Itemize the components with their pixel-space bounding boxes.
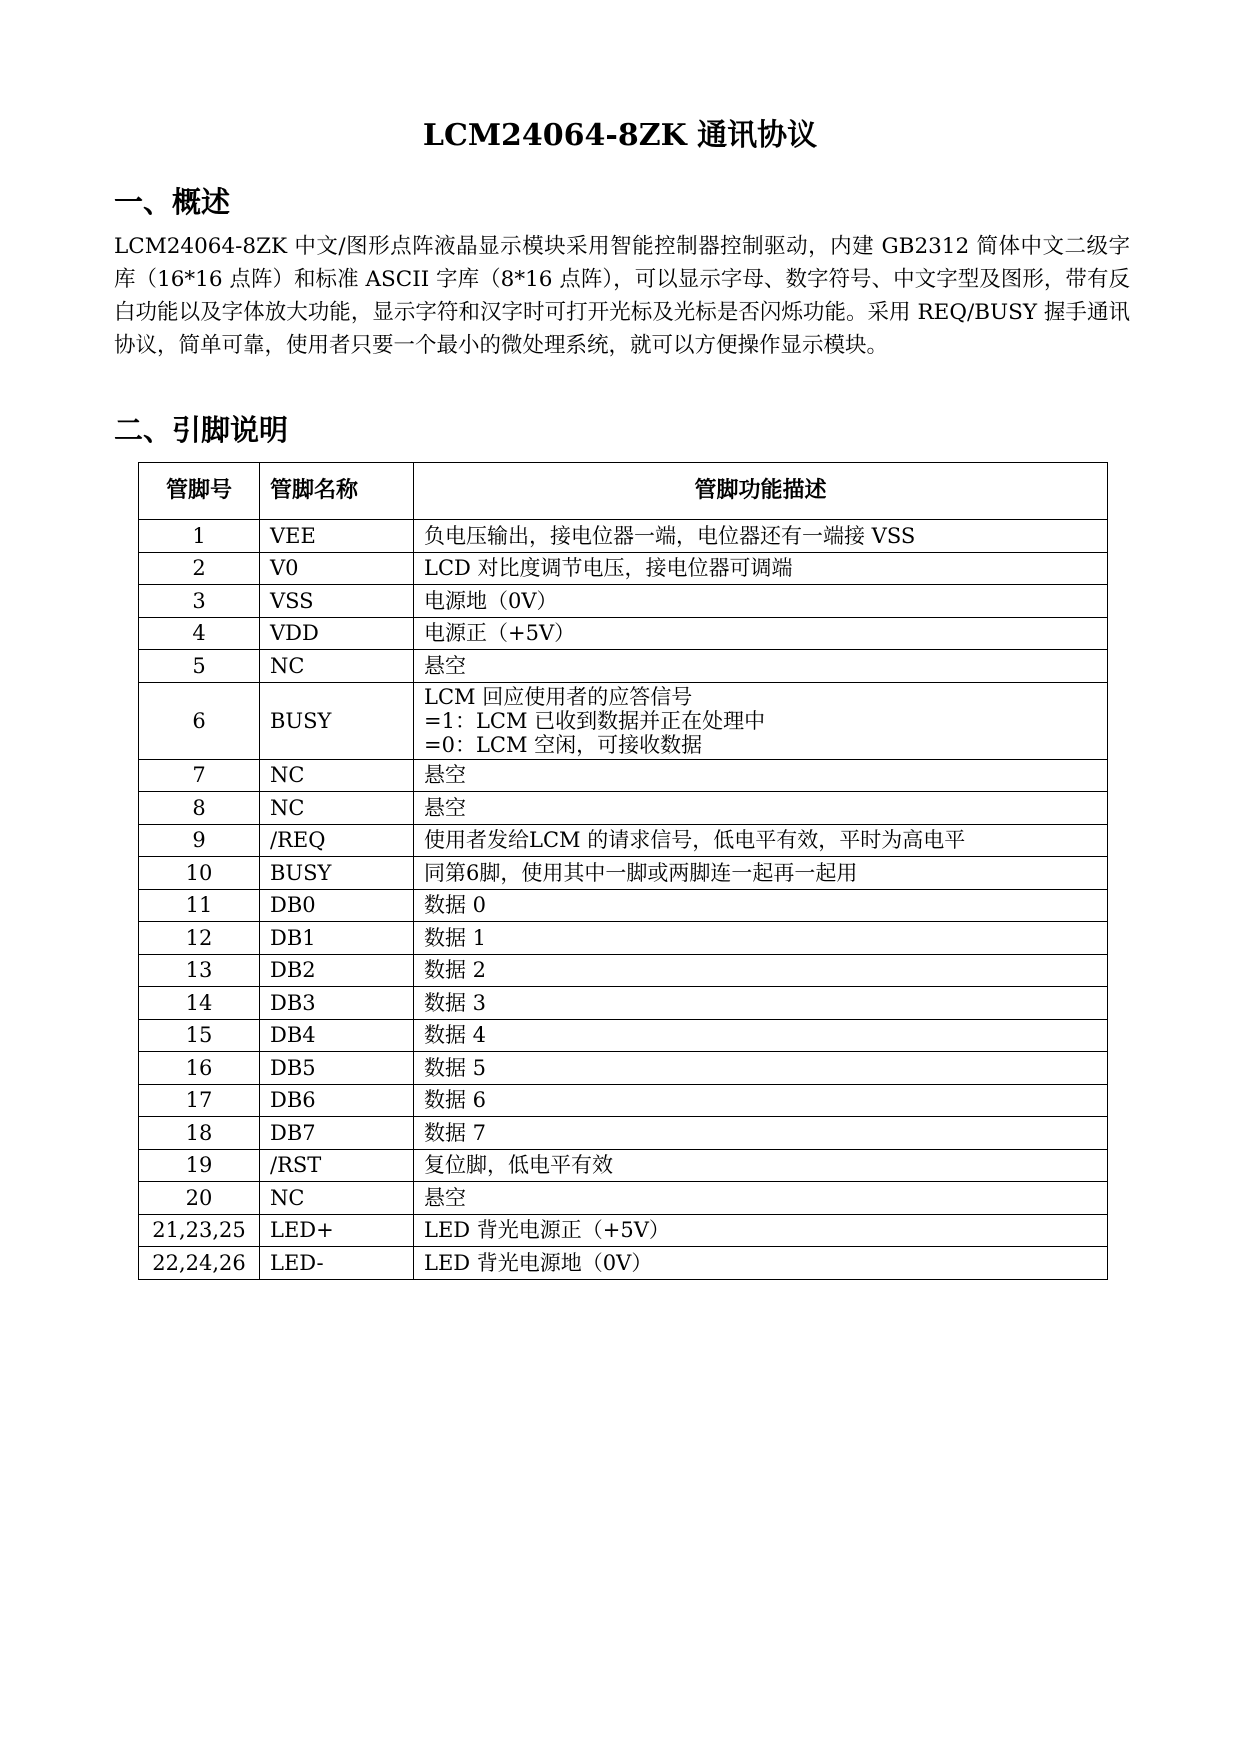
table-row [139,954,1108,987]
description-line: LCM 回应使用者的应答信号 [424,684,693,709]
table-row [139,857,1108,890]
pin-number-cell: 19 [139,1149,260,1182]
pin-name-cell: NC [260,759,414,792]
table-row [139,1149,1108,1182]
table-row [139,1247,1108,1280]
pin-description-cell [414,954,1108,987]
description-line: 复位脚，低电平有效 [424,1153,613,1178]
pin-number-cell: 20 [139,1182,260,1215]
header-pin-description: 管脚功能描述 [414,463,1108,520]
table-row [139,759,1108,792]
pin-name-cell: VDD [260,617,414,650]
pin-name-cell: /REQ [260,824,414,857]
description-line: 悬空 [424,763,466,788]
pin-description-cell [414,792,1108,825]
pin-description-cell [414,1117,1108,1150]
description-line: 数据 5 [424,1055,487,1080]
pin-description-cell [414,650,1108,683]
table-row [139,824,1108,857]
header-pin-name: 管脚名称 [260,463,414,520]
pin-name-cell: DB3 [260,987,414,1020]
pin-description-cell [414,889,1108,922]
pin-name-cell: NC [260,650,414,683]
pin-description-cell [414,824,1108,857]
description-line: 悬空 [424,653,466,678]
pin-description-cell [414,520,1108,553]
pin-description-cell [414,857,1108,890]
pin-number-cell: 9 [139,824,260,857]
table-header-row [139,463,1108,520]
pin-number-cell: 18 [139,1117,260,1150]
description-line: 电源正（+5V） [424,621,576,646]
pin-number-cell: 5 [139,650,260,683]
table-row [139,682,1108,759]
page-title: LCM24064-8ZK 通讯协议 [422,118,818,153]
header-pin-number: 管脚号 [139,463,260,520]
pin-description-cell [414,1052,1108,1085]
description-line: 使用者发给LCM 的请求信号，低电平有效，平时为高电平 [424,828,966,853]
table-row [139,585,1108,618]
pin-name-cell: DB5 [260,1052,414,1085]
pin-name-cell: DB6 [260,1084,414,1117]
pin-name-cell: DB0 [260,889,414,922]
pin-number-cell: 8 [139,792,260,825]
description-line: 数据 1 [424,925,487,950]
table-row [139,1182,1108,1215]
table-row [139,889,1108,922]
pin-description-cell [414,1214,1108,1247]
description-line: LED 背光电源正（+5V） [424,1218,670,1243]
pin-name-cell: BUSY [260,857,414,890]
pin-number-cell: 12 [139,922,260,955]
table-row [139,1084,1108,1117]
section-heading-pins: 二、引脚说明 [114,413,289,447]
pin-name-cell: DB1 [260,922,414,955]
overview-paragraph: LCM24064-8ZK 中文/图形点阵液晶显示模块采用智能控制器控制驱动，内建 GB2312 简体中文二级字库（16*16 点阵）和标准 ASCII 字库（8*16 点阵），可以显示字母、数字符号、中文字型及图形，带有反白功能以及字体放大功能，显示字符和汉字时可打开光标及光标是否闪烁功能。采用 REQ/BUSY 握手通讯协议，简单可靠，使用者只要一个最小的微处理系统，就可以方便操作显示模块。 [114,234,1130,358]
pin-name-cell: DB2 [260,954,414,987]
pin-number-cell: 2 [139,552,260,585]
pin-description-cell [414,552,1108,585]
table-row [139,650,1108,683]
pin-name-cell: V0 [260,552,414,585]
table-row [139,1117,1108,1150]
pin-description-cell [414,1247,1108,1280]
description-line: LED 背光电源地（0V） [424,1250,653,1275]
pin-name-cell: NC [260,1182,414,1215]
pin-description-cell [414,617,1108,650]
pin-number-cell: 21,23,25 [139,1214,260,1247]
pin-name-cell: LED- [260,1247,414,1280]
pin-number-cell: 7 [139,759,260,792]
pin-name-cell: DB4 [260,1019,414,1052]
pin-name-cell: BUSY [260,682,414,759]
pin-description-cell [414,682,1108,759]
pin-number-cell: 13 [139,954,260,987]
pin-name-cell: NC [260,792,414,825]
pin-number-cell: 1 [139,520,260,553]
pin-name-cell: LED+ [260,1214,414,1247]
description-line: 电源地（0V） [424,588,558,613]
description-line: =1：LCM 已收到数据并正在处理中 [424,708,766,733]
table-row [139,1052,1108,1085]
table-row [139,617,1108,650]
pin-description-cell [414,1182,1108,1215]
pin-number-cell: 15 [139,1019,260,1052]
pin-number-cell: 16 [139,1052,260,1085]
description-line: 数据 7 [424,1120,487,1145]
description-line: 负电压输出，接电位器一端，电位器还有一端接 VSS [424,523,916,548]
pin-description-cell [414,922,1108,955]
pin-description-cell [414,1149,1108,1182]
description-line: 数据 0 [424,893,487,918]
description-line: 数据 4 [424,1023,487,1048]
pin-number-cell: 14 [139,987,260,1020]
pin-table [138,462,1108,1280]
table-row [139,552,1108,585]
pin-number-cell: 11 [139,889,260,922]
description-line: 数据 2 [424,958,487,983]
table-row [139,792,1108,825]
description-line: 悬空 [424,795,466,820]
description-line: 悬空 [424,1185,466,1210]
pin-number-cell: 10 [139,857,260,890]
pin-table-body [139,520,1108,1280]
pin-description-cell [414,987,1108,1020]
pin-number-cell: 3 [139,585,260,618]
description-line: 数据 6 [424,1088,487,1113]
pin-name-cell: VEE [260,520,414,553]
pin-name-cell: /RST [260,1149,414,1182]
pin-description-cell [414,759,1108,792]
pin-description-cell [414,1084,1108,1117]
pin-number-cell: 22,24,26 [139,1247,260,1280]
table-row [139,520,1108,553]
table-row [139,1019,1108,1052]
pin-description-cell [414,1019,1108,1052]
pin-name-cell: VSS [260,585,414,618]
description-line: 数据 3 [424,990,487,1015]
pin-number-cell: 6 [139,682,260,759]
table-row [139,922,1108,955]
pin-number-cell: 4 [139,617,260,650]
pin-number-cell: 17 [139,1084,260,1117]
section-heading-overview: 一、概述 [114,185,231,219]
pin-name-cell: DB7 [260,1117,414,1150]
description-line: =0：LCM 空闲，可接收数据 [424,732,703,757]
pin-description-cell [414,585,1108,618]
description-line: LCD 对比度调节电压，接电位器可调端 [424,556,793,581]
table-row [139,1214,1108,1247]
description-line: 同第6脚，使用其中一脚或两脚连一起再一起用 [424,860,858,885]
table-row [139,987,1108,1020]
